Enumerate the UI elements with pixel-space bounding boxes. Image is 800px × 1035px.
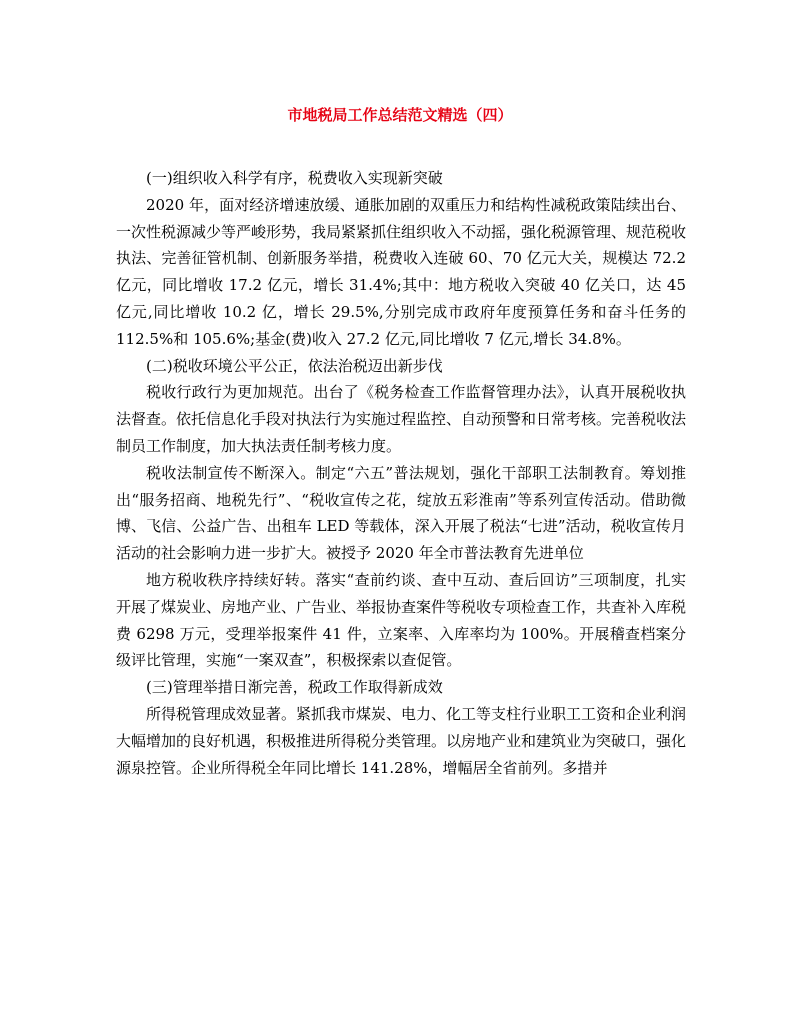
section-heading-3: (三)管理举措日渐完善，税政工作取得新成效 [146,678,443,697]
paragraph-administrative-behavior: 税收行政行为更加规范。出台了《税务检查工作监督管理办法》，认真开展税收执法督查。依托信息化手段对执法行为实施过程监控、自动预警和日常考核。完善税收法制员工作制度，加大执法责任制考核力度。 [116,383,687,455]
paragraph-income-tax: 所得税管理成效显著。紧抓我市煤炭、电力、化工等支柱行业职工工资和企业利润大幅增加的良好机遇，积极推进所得税分类管理。以房地产业和建筑业为突破口，强化源泉控管。企业所得税全年同比增长 141.28%，增幅居全省前列。多措并 [116,704,687,777]
document-body [116,165,686,781]
paragraph-tax-order: 地方税收秩序持续好转。落实“查前约谈、查中互动、查后回访”三项制度，扎实开展了煤炭业、房地产业、广告业、举报协查案件等税收专项检查工作，共查补入库税费 6298 万元，受理举报案件 41 件，立案率、入库率均为 100%。开展稽查档案分级评比管理，实施“一案双查”，积极探索以查促管。 [116,570,687,670]
document-title: 市地税局工作总结范文精选（四） [287,106,513,124]
section-heading-2: (二)税收环境公平公正，依法治税迈出新步伐 [146,356,443,375]
paragraph-revenue: 2020 年，面对经济增速放缓、通胀加剧的双重压力和结构性减税政策陆续出台、一次性税源减少等严峻形势，我局紧紧抓住组织收入不动摇，强化税源管理、规范税收执法、完善征管机制、创新服务举措，税费收入连破 60、70 亿元大关，规模达 72.2 亿元，同比增收 17.2 亿元，增长 31.4%;其中：地方税收入突破 40 亿关口，达 45 亿元,同比增收 10.2 亿，增长 29.5%,分别完成市政府年度预算任务和奋斗任务的 112.5%和 105.6%;基金(费)收入 27.2 亿元,同比增收 7 亿元,增长 34.8%。 [116,195,687,348]
paragraph-law-publicity: 税收法制宣传不断深入。制定“六五”普法规划，强化干部职工法制教育。筹划推出“服务招商、地税先行”、“税收宣传之花，绽放五彩淮南”等系列宣传活动。借助微博、飞信、公益广告、出租车 LED 等载体，深入开展了税法“七进”活动，税收宣传月活动的社会影响力进一步扩大。被授予 2020 年全市普法教育先进单位 [116,463,686,563]
section-heading-1: (一)组织收入科学有序，税费收入实现新突破 [146,169,443,187]
